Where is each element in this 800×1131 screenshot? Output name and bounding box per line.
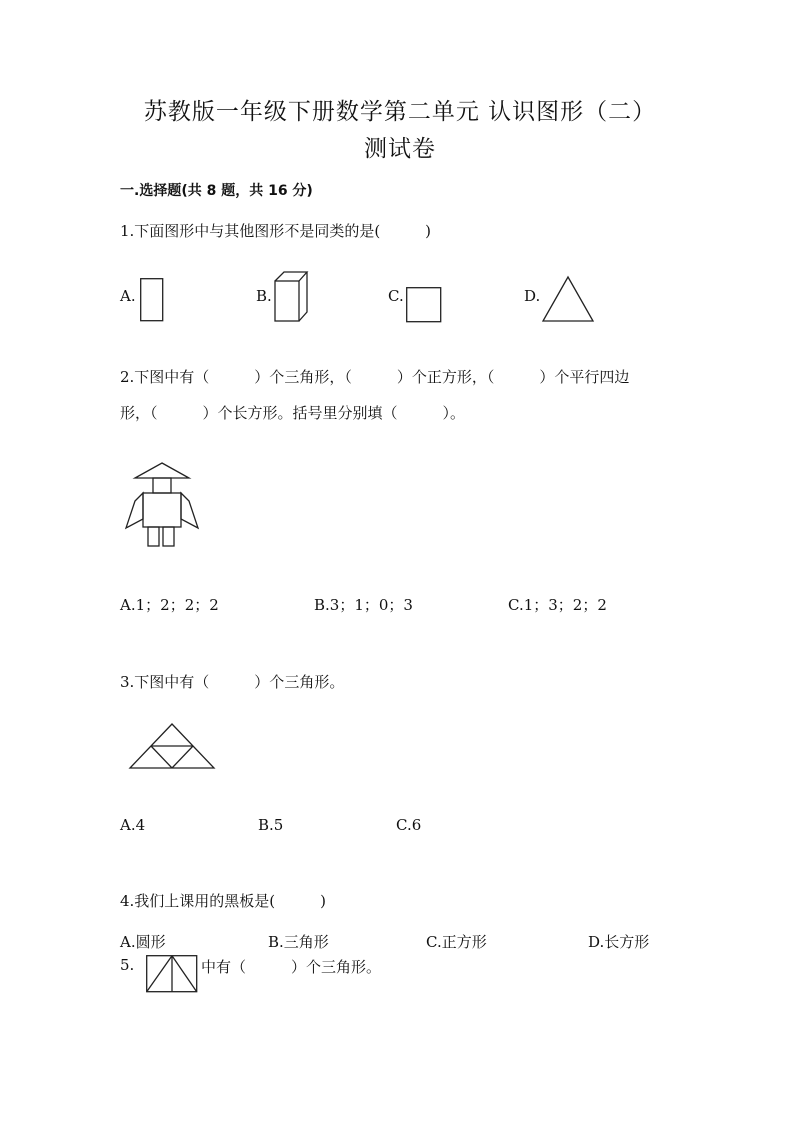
question-2-text-line2: 形，（ ）个长方形。括号里分别填（ ）。 (120, 404, 466, 422)
q3-option-c: C.6 (396, 816, 422, 834)
question-1-text: 1.下面图形中与其他图形不是同类的是( ) (120, 222, 432, 240)
section-heading: 一.选择题(共 8 题，共 16 分) (120, 183, 313, 199)
q1-option-d-label: D. (524, 287, 541, 305)
q1-option-d-triangle-icon (542, 276, 594, 322)
q4-option-c: C.正方形 (426, 933, 487, 951)
q4-option-a: A.圆形 (120, 933, 166, 951)
q2-option-b: B.3；1；0；3 (314, 596, 413, 614)
q1-option-c-label: C. (388, 287, 404, 305)
q2-option-a: A.1；2；2；2 (120, 596, 219, 614)
q3-triangle-figure (129, 723, 215, 769)
q1-option-b-label: B. (256, 287, 272, 305)
q3-option-a: A.4 (120, 816, 146, 834)
q3-option-b: B.5 (258, 816, 284, 834)
q1-option-a-label: A. (120, 287, 136, 305)
page-title: 苏教版一年级下册数学第二单元 认识图形（二） (143, 99, 657, 125)
q1-option-c-square-icon (406, 287, 442, 323)
q1-option-b-cuboid-icon (274, 271, 308, 323)
q2-option-c: C.1；3；2；2 (508, 596, 607, 614)
q4-option-d: D.长方形 (588, 933, 650, 951)
question-2-text-line1: 2.下图中有（ ）个三角形，（ ）个正方形，（ ）个平行四边 (120, 368, 630, 386)
q1-option-a-rectangle-icon (140, 278, 164, 322)
question-3-text: 3.下图中有（ ）个三角形。 (120, 673, 345, 691)
question-4-text: 4.我们上课用的黑板是( ) (120, 892, 327, 910)
q2-robot-figure (125, 462, 200, 548)
question-5-text: 中有（ ）个三角形。 (201, 958, 382, 976)
q4-option-b: B.三角形 (268, 933, 329, 951)
question-5-number: 5. (120, 956, 135, 974)
page-subtitle: 测试卷 (364, 136, 436, 162)
q5-rectangle-figure (146, 955, 198, 993)
